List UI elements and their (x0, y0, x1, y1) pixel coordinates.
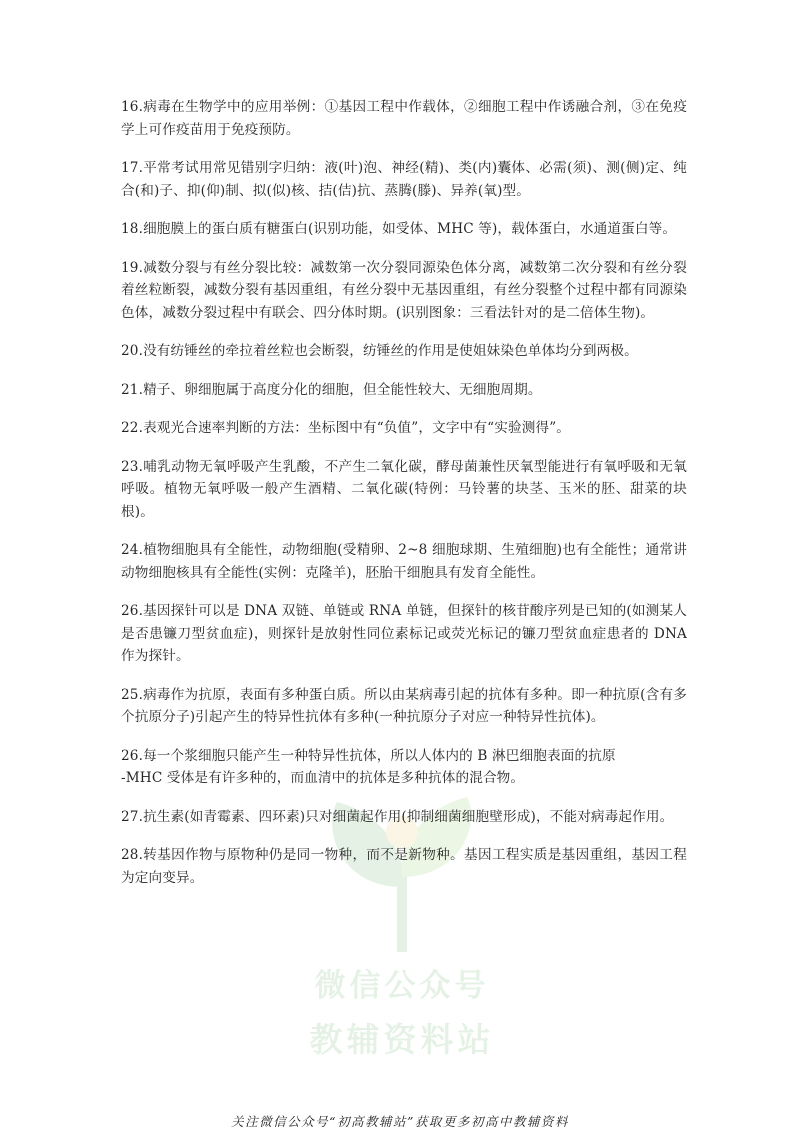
paragraph-24: 24.植物细胞具有全能性，动物细胞(受精卵、2~8 细胞球期、生殖细胞)也有全能性；通常讲动物细胞核具有全能性(实例：克隆羊)，胚胎干细胞具有发育全能性。 (121, 542, 687, 581)
paragraph-17: 17.平常考试用常见错别字归纳：液(叶)泡、神经(精)、类(内)囊体、必需(须)、测(侧)定、纯合(和)子、抑(仰)制、拟(似)核、拮(佶)抗、蒸腾(滕)、异养(氧)型。 (121, 160, 687, 199)
document-body (121, 96, 692, 905)
paragraph-26-probe: 26.基因探针可以是 DNA 双链、单链或 RNA 单链，但探针的核苷酸序列是已知的(如测某人是否患镰刀型贫血症)，则探针是放射性同位素标记或荧光标记的镰刀型贫血症患者的 DNA 作为探针。 (121, 603, 692, 664)
watermark-line1: 微信公众号 (314, 968, 490, 1004)
paragraph-20: 20.没有纺锤丝的牵拉着丝粒也会断裂，纺锤丝的作用是使姐妹染色单体均分到两极。 (121, 343, 638, 359)
paragraph-22: 22.表观光合速率判断的方法：坐标图中有“负值”，文字中有“实验测得”。 (121, 420, 571, 436)
paragraph-25: 25.病毒作为抗原，表面有多种蛋白质。所以由某病毒引起的抗体有多种。即一种抗原(含有多个抗原分子)引起产生的特异性抗体有多种(一种抗原分子对应一种特异性抗体)。 (121, 686, 687, 725)
paragraph-28: 28.转基因作物与原物种仍是同一物种，而不是新物种。基因工程实质是基因重组，基因工程为定向变异。 (121, 847, 687, 886)
paragraph-26-plasma: 26.每一个浆细胞只能产生一种特异性抗体，所以人体内的 B 淋巴细胞表面的抗原 -MHC 受体是有许多种的，而血清中的抗体是多种抗体的混合物。 (121, 747, 616, 786)
paragraph-19: 19.减数分裂与有丝分裂比较：减数第一次分裂同源染色体分离，减数第二次分裂和有丝分裂着丝粒断裂，减数分裂有基因重组，有丝分裂中无基因重组，有丝分裂整个过程中都有同源染色体，减数分裂过程中有联会、四分体时期。(识别图象：三看法针对的是二倍体生物)。 (121, 259, 687, 321)
paragraph-23: 23.哺乳动物无氧呼吸产生乳酸，不产生二氧化碳，酵母菌兼性厌氧型能进行有氧呼吸和无氧呼吸。植物无氧呼吸一般产生酒精、二氧化碳(特例：马铃薯的块茎、玉米的胚、甜菜的块根)。 (121, 458, 687, 520)
watermark-line2: 教辅资料站 (309, 1020, 495, 1059)
paragraph-16: 16.病毒在生物学中的应用举例：①基因工程中作载体，②细胞工程中作诱融合剂，③在免疫学上可作疫苗用于免疫预防。 (121, 99, 687, 138)
page-footer: 关注微信公众号“初高教辅站”获取更多初高中教辅资料 (231, 1114, 569, 1129)
paragraph-27: 27.抗生素(如青霉素、四环素)只对细菌起作用(抑制细菌细胞壁形成)，不能对病毒起作用。 (121, 808, 674, 825)
paragraph-21: 21.精子、卵细胞属于高度分化的细胞，但全能性较大、无细胞周期。 (121, 381, 542, 398)
paragraph-18: 18.细胞膜上的蛋白质有糖蛋白(识别功能，如受体、MHC 等)，载体蛋白，水通道蛋白等。 (121, 221, 677, 237)
